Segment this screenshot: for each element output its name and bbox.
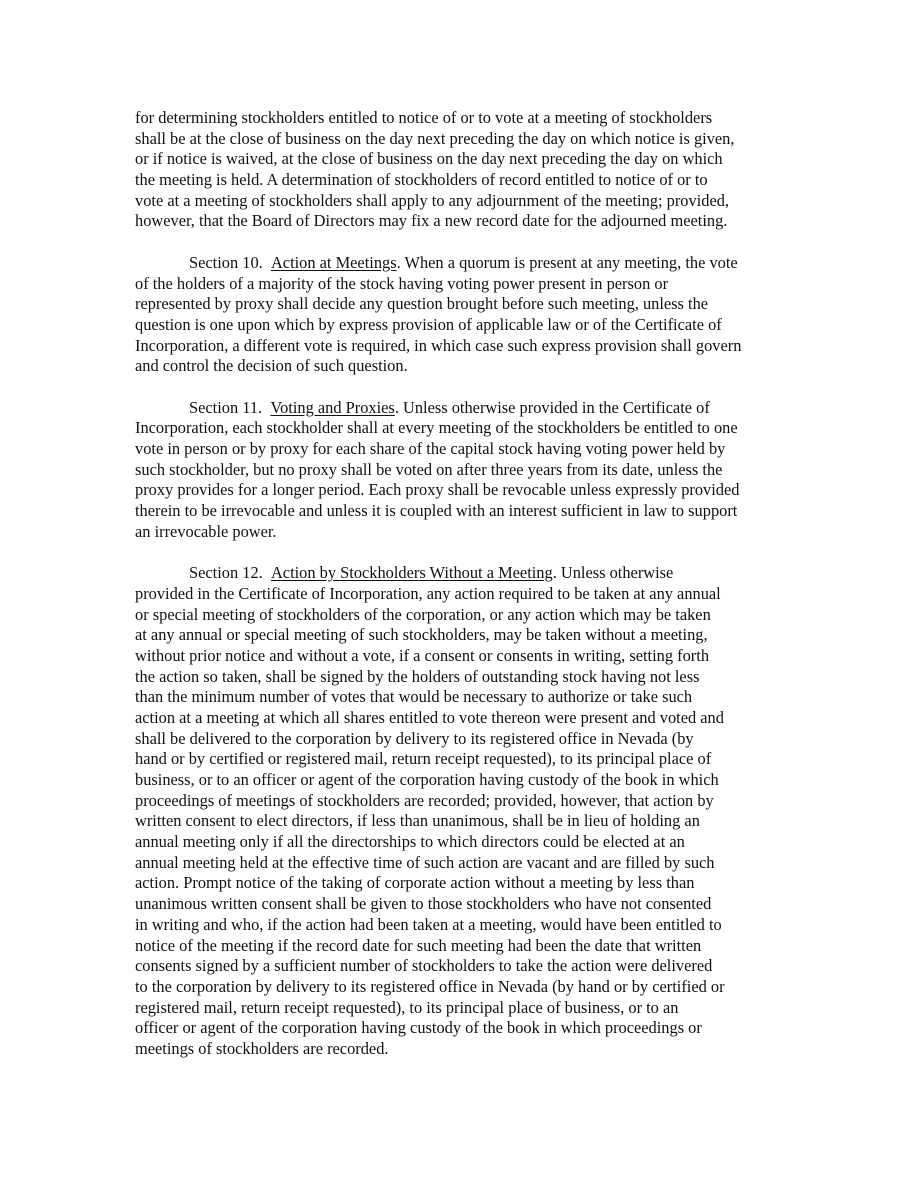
text-line: in writing and who, if the action had been taken at a meeting, would have been entitled to	[135, 914, 722, 934]
section-first-line-text: . Unless otherwise	[552, 563, 674, 583]
text-line: an irrevocable power.	[135, 521, 277, 541]
text-line: proceedings of meetings of stockholders are recorded; provided, however, that action by	[135, 790, 714, 810]
section-first-line-text: . When a quorum is present at any meeting, the vote	[396, 252, 738, 272]
section-heading: Voting and Proxies	[270, 397, 395, 417]
text-line: business, or to an officer or agent of the corporation having custody of the book in which	[135, 770, 719, 789]
text-line: shall be delivered to the corporation by delivery to its registered office in Nevada (by	[135, 728, 694, 748]
paragraph-section-10	[135, 253, 785, 377]
text-line: question is one upon which by express provision of applicable law or of the Certificate of	[135, 314, 722, 334]
text-line: without prior notice and without a vote, if a consent or consents in writing, setting forth	[135, 645, 710, 665]
text-line: annual meeting held at the effective time of such action are vacant and are filled by such	[135, 852, 715, 872]
text-line: or if notice is waived, at the close of business on the day next preceding the day on which	[135, 149, 723, 169]
text-line: at any annual or special meeting of such stockholders, may be taken without a meeting,	[135, 625, 708, 645]
section-heading: Action at Meetings	[270, 252, 397, 272]
text-line: action at a meeting at which all shares entitled to vote thereon were present and voted and	[135, 707, 724, 727]
text-line: represented by proxy shall decide any question brought before such meeting, unless the	[135, 294, 709, 314]
text-line: provided in the Certificate of Incorporation, any action required to be taken at any annual	[135, 583, 721, 603]
text-line: shall be at the close of business on the day next preceding the day on which notice is given,	[135, 128, 735, 148]
section-first-line	[135, 563, 785, 584]
text-line: than the minimum number of votes that would be necessary to authorize or take such	[135, 687, 693, 707]
section-heading: Action by Stockholders Without a Meeting	[270, 563, 553, 583]
text-line: or special meeting of stockholders of the corporation, or any action which may be taken	[135, 604, 711, 624]
text-line: proxy provides for a longer period. Each proxy shall be revocable unless expressly provided	[135, 480, 740, 500]
section-label: Section 11.	[189, 397, 263, 417]
text-line: Incorporation, a different vote is required, in which case such express provision shall govern	[135, 335, 742, 355]
text-line: hand or by certified or registered mail, return receipt requested), to its principal place of	[135, 749, 712, 769]
text-line: such stockholder, but no proxy shall be voted on after three years from its date, unless the	[135, 459, 723, 479]
text-line: notice of the meeting if the record date for such meeting had been the date that written	[135, 935, 702, 955]
text-line: officer or agent of the corporation having custody of the book in which proceedings or	[135, 1018, 702, 1038]
section-first-line	[135, 253, 785, 274]
text-line: annual meeting only if all the directorships to which directors could be elected at an	[135, 832, 685, 852]
text-line: consents signed by a sufficient number of stockholders to take the action were delivered	[135, 956, 713, 976]
text-line: the meeting is held. A determination of stockholders of record entitled to notice of or to	[135, 170, 708, 190]
paragraph-intro	[135, 108, 785, 232]
text-line: however, that the Board of Directors may fix a new record date for the adjourned meeting.	[135, 211, 728, 231]
paragraph-section-11	[135, 398, 785, 543]
section-label: Section 10.	[189, 252, 263, 272]
text-line: therein to be irrevocable and unless it is coupled with an interest sufficient in law to support	[135, 501, 738, 521]
text-line: vote at a meeting of stockholders shall apply to any adjournment of the meeting; provided,	[135, 190, 730, 210]
text-line: written consent to elect directors, if less than unanimous, shall be in lieu of holding an	[135, 811, 700, 831]
paragraph-section-12	[135, 563, 785, 1060]
text-line: meetings of stockholders are recorded.	[135, 1038, 389, 1058]
text-line: unanimous written consent shall be given to those stockholders who have not consented	[135, 894, 712, 914]
text-line: registered mail, return receipt requested), to its principal place of business, or to an	[135, 997, 679, 1017]
text-line: for determining stockholders entitled to notice of or to vote at a meeting of stockholders	[135, 108, 713, 127]
text-line: the action so taken, shall be signed by the holders of outstanding stock having not less	[135, 666, 700, 686]
document-page	[135, 108, 785, 1060]
section-first-line-text: . Unless otherwise provided in the Certificate of	[394, 397, 710, 417]
text-line: vote in person or by proxy for each share of the capital stock having voting power held by	[135, 439, 726, 458]
text-line: of the holders of a majority of the stock having voting power present in person or	[135, 273, 669, 293]
text-line: and control the decision of such question.	[135, 356, 408, 376]
text-line: to the corporation by delivery to its registered office in Nevada (by hand or by certified or	[135, 976, 725, 996]
section-first-line	[135, 398, 785, 419]
text-line: action. Prompt notice of the taking of corporate action without a meeting by less than	[135, 873, 695, 893]
section-label: Section 12.	[189, 563, 263, 583]
text-line: Incorporation, each stockholder shall at every meeting of the stockholders be entitled to one	[135, 418, 738, 438]
